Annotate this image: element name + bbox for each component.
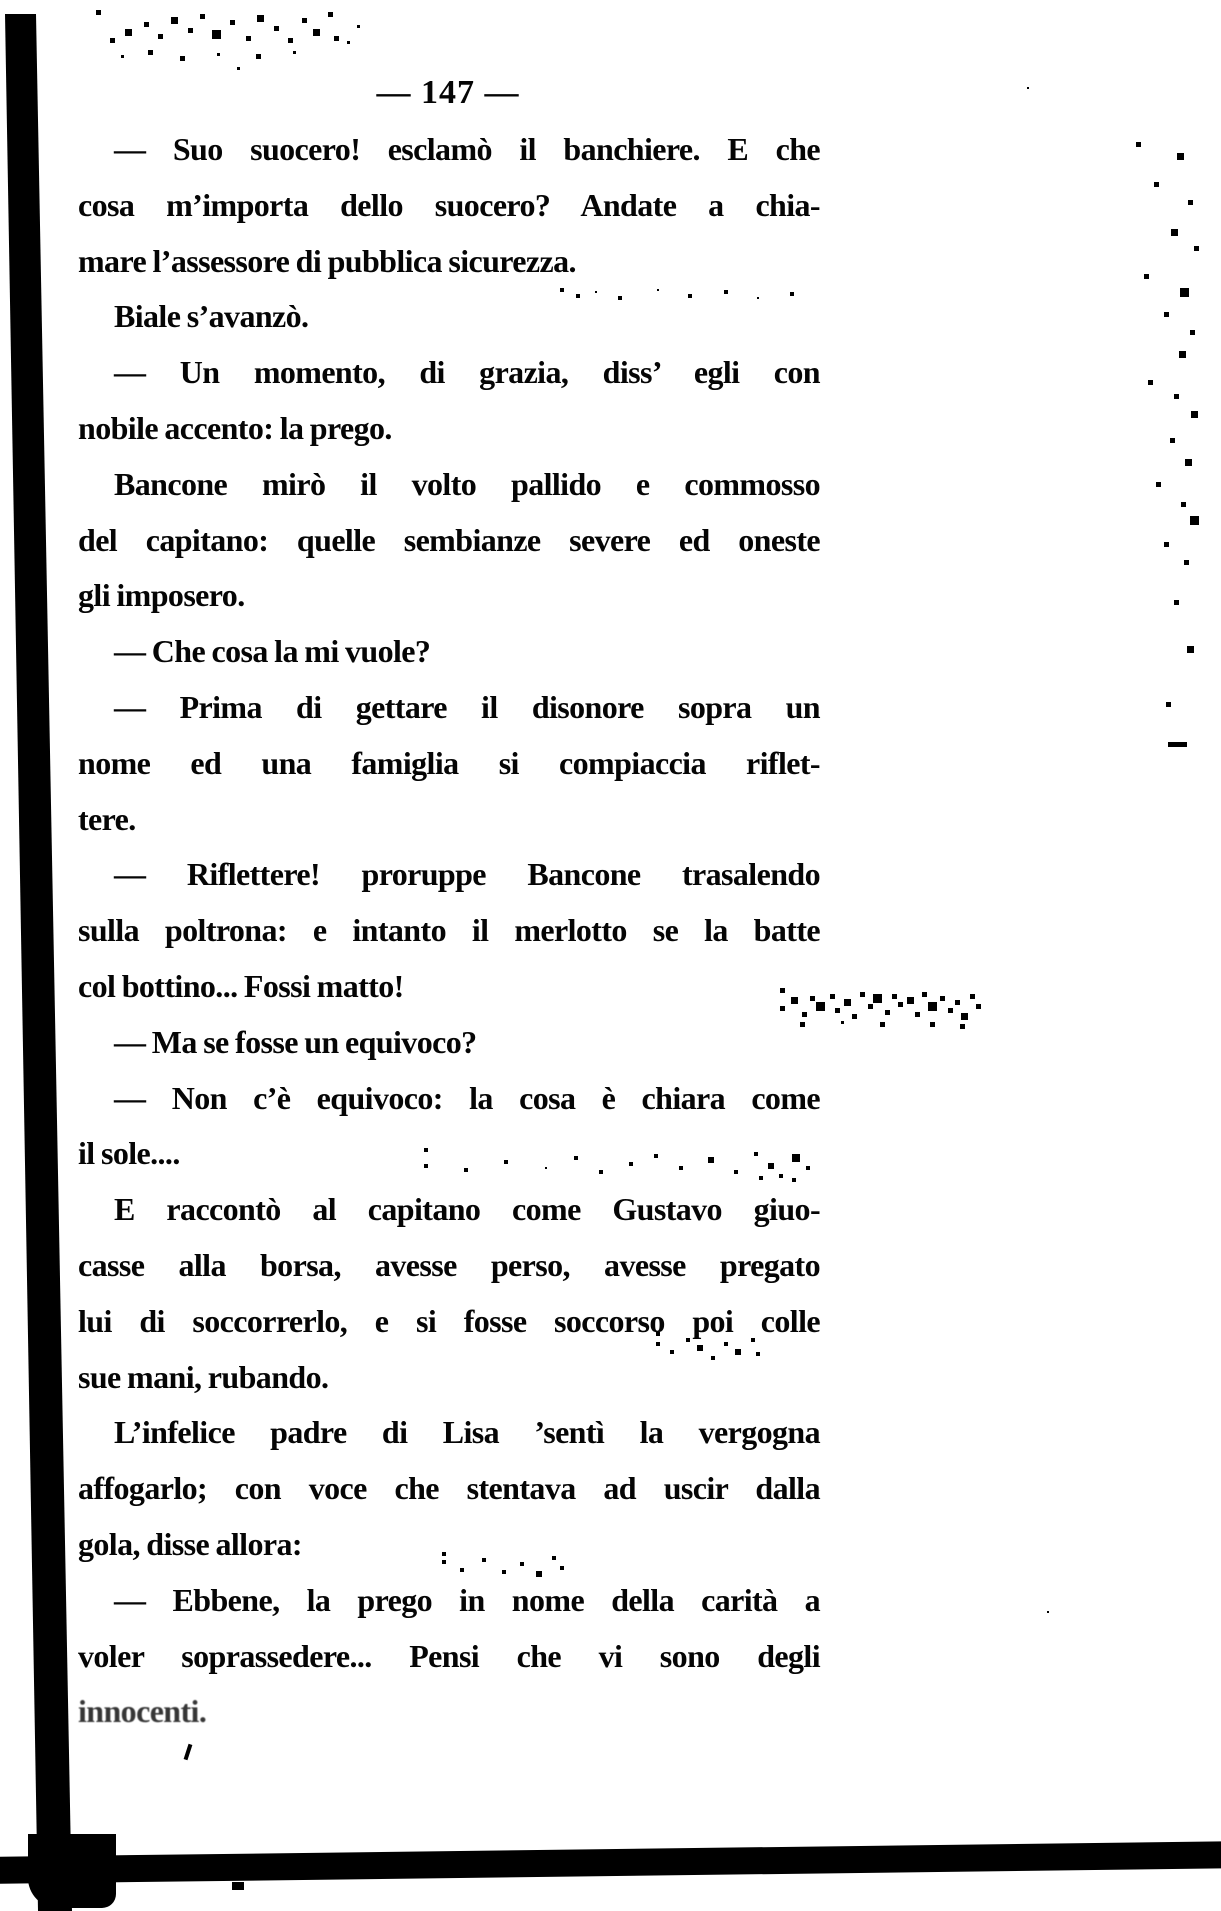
text-line: — Ma se fosse un equivoco? xyxy=(114,1023,477,1060)
text-block xyxy=(78,122,820,1740)
text-line: voler soprassedere... Pensi che vi sono degli xyxy=(78,1637,820,1674)
scan-corner-shadow xyxy=(28,1834,116,1908)
text-line: il sole.... xyxy=(78,1135,180,1172)
text-line: L’infelice padre di Lisa ’sentì la vergogna xyxy=(114,1414,820,1451)
text-line: col bottino... Fossi matto! xyxy=(78,967,404,1004)
scan-noise-below-last-line xyxy=(184,1744,193,1760)
text-line: lui di soccorrerlo, e si fosse soccorso poi colle xyxy=(78,1302,820,1339)
text-line: — Non c’è equivoco: la cosa è chiara come xyxy=(114,1079,820,1116)
text-line: innocenti. xyxy=(78,1693,207,1730)
text-line: tere. xyxy=(78,800,136,837)
text-line: del capitano: quelle sembianze severe ed oneste xyxy=(78,521,820,558)
text-line: — Che cosa la mi vuole? xyxy=(114,633,431,670)
text-line: — Un momento, di grazia, diss’ egli con xyxy=(114,354,820,391)
scan-noise-right-margin xyxy=(1136,142,1141,147)
text-line: mare l’assessore di pubblica sicurezza. xyxy=(78,242,576,279)
scan-noise-right-dash xyxy=(1168,742,1186,747)
text-line: Bancone mirò il volto pallido e commosso xyxy=(114,465,820,502)
text-line: — Riflettere! proruppe Bancone trasalendo xyxy=(114,856,820,893)
text-line: — Prima di gettare il disonore sopra un xyxy=(114,688,820,725)
text-line: nobile accento: la prego. xyxy=(78,409,392,446)
text-line: gli imposero. xyxy=(78,577,245,614)
text-line: sue mani, rubando. xyxy=(78,1358,329,1395)
scan-noise-bottom-tick xyxy=(232,1882,244,1890)
scan-noise-top-smudge xyxy=(96,10,101,15)
text-line: affogarlo; con voce che stentava ad uscir dalla xyxy=(78,1470,820,1507)
text-line: sulla poltrona: e intanto il merlotto se la batte xyxy=(78,912,820,949)
text-line: Biale s’avanzò. xyxy=(114,298,309,335)
scan-gutter-shadow xyxy=(0,14,80,1911)
text-line: gola, disse allora: xyxy=(78,1525,302,1562)
text-line: casse alla borsa, avesse perso, avesse pregato xyxy=(78,1246,820,1283)
text-line: — Ebbene, la prego in nome della carità a xyxy=(114,1581,820,1618)
text-line: cosa m’importa dello suocero? Andate a chia- xyxy=(78,186,820,223)
text-line: E raccontò al capitano come Gustavo giuo- xyxy=(114,1191,820,1228)
page-number: — 147 — xyxy=(376,74,520,111)
text-line: — Suo suocero! esclamò il banchiere. E che xyxy=(114,131,820,167)
text-line: nome ed una famiglia si compiaccia riflet- xyxy=(78,744,820,781)
scan-bottom-edge-shadow xyxy=(0,1841,1221,1884)
